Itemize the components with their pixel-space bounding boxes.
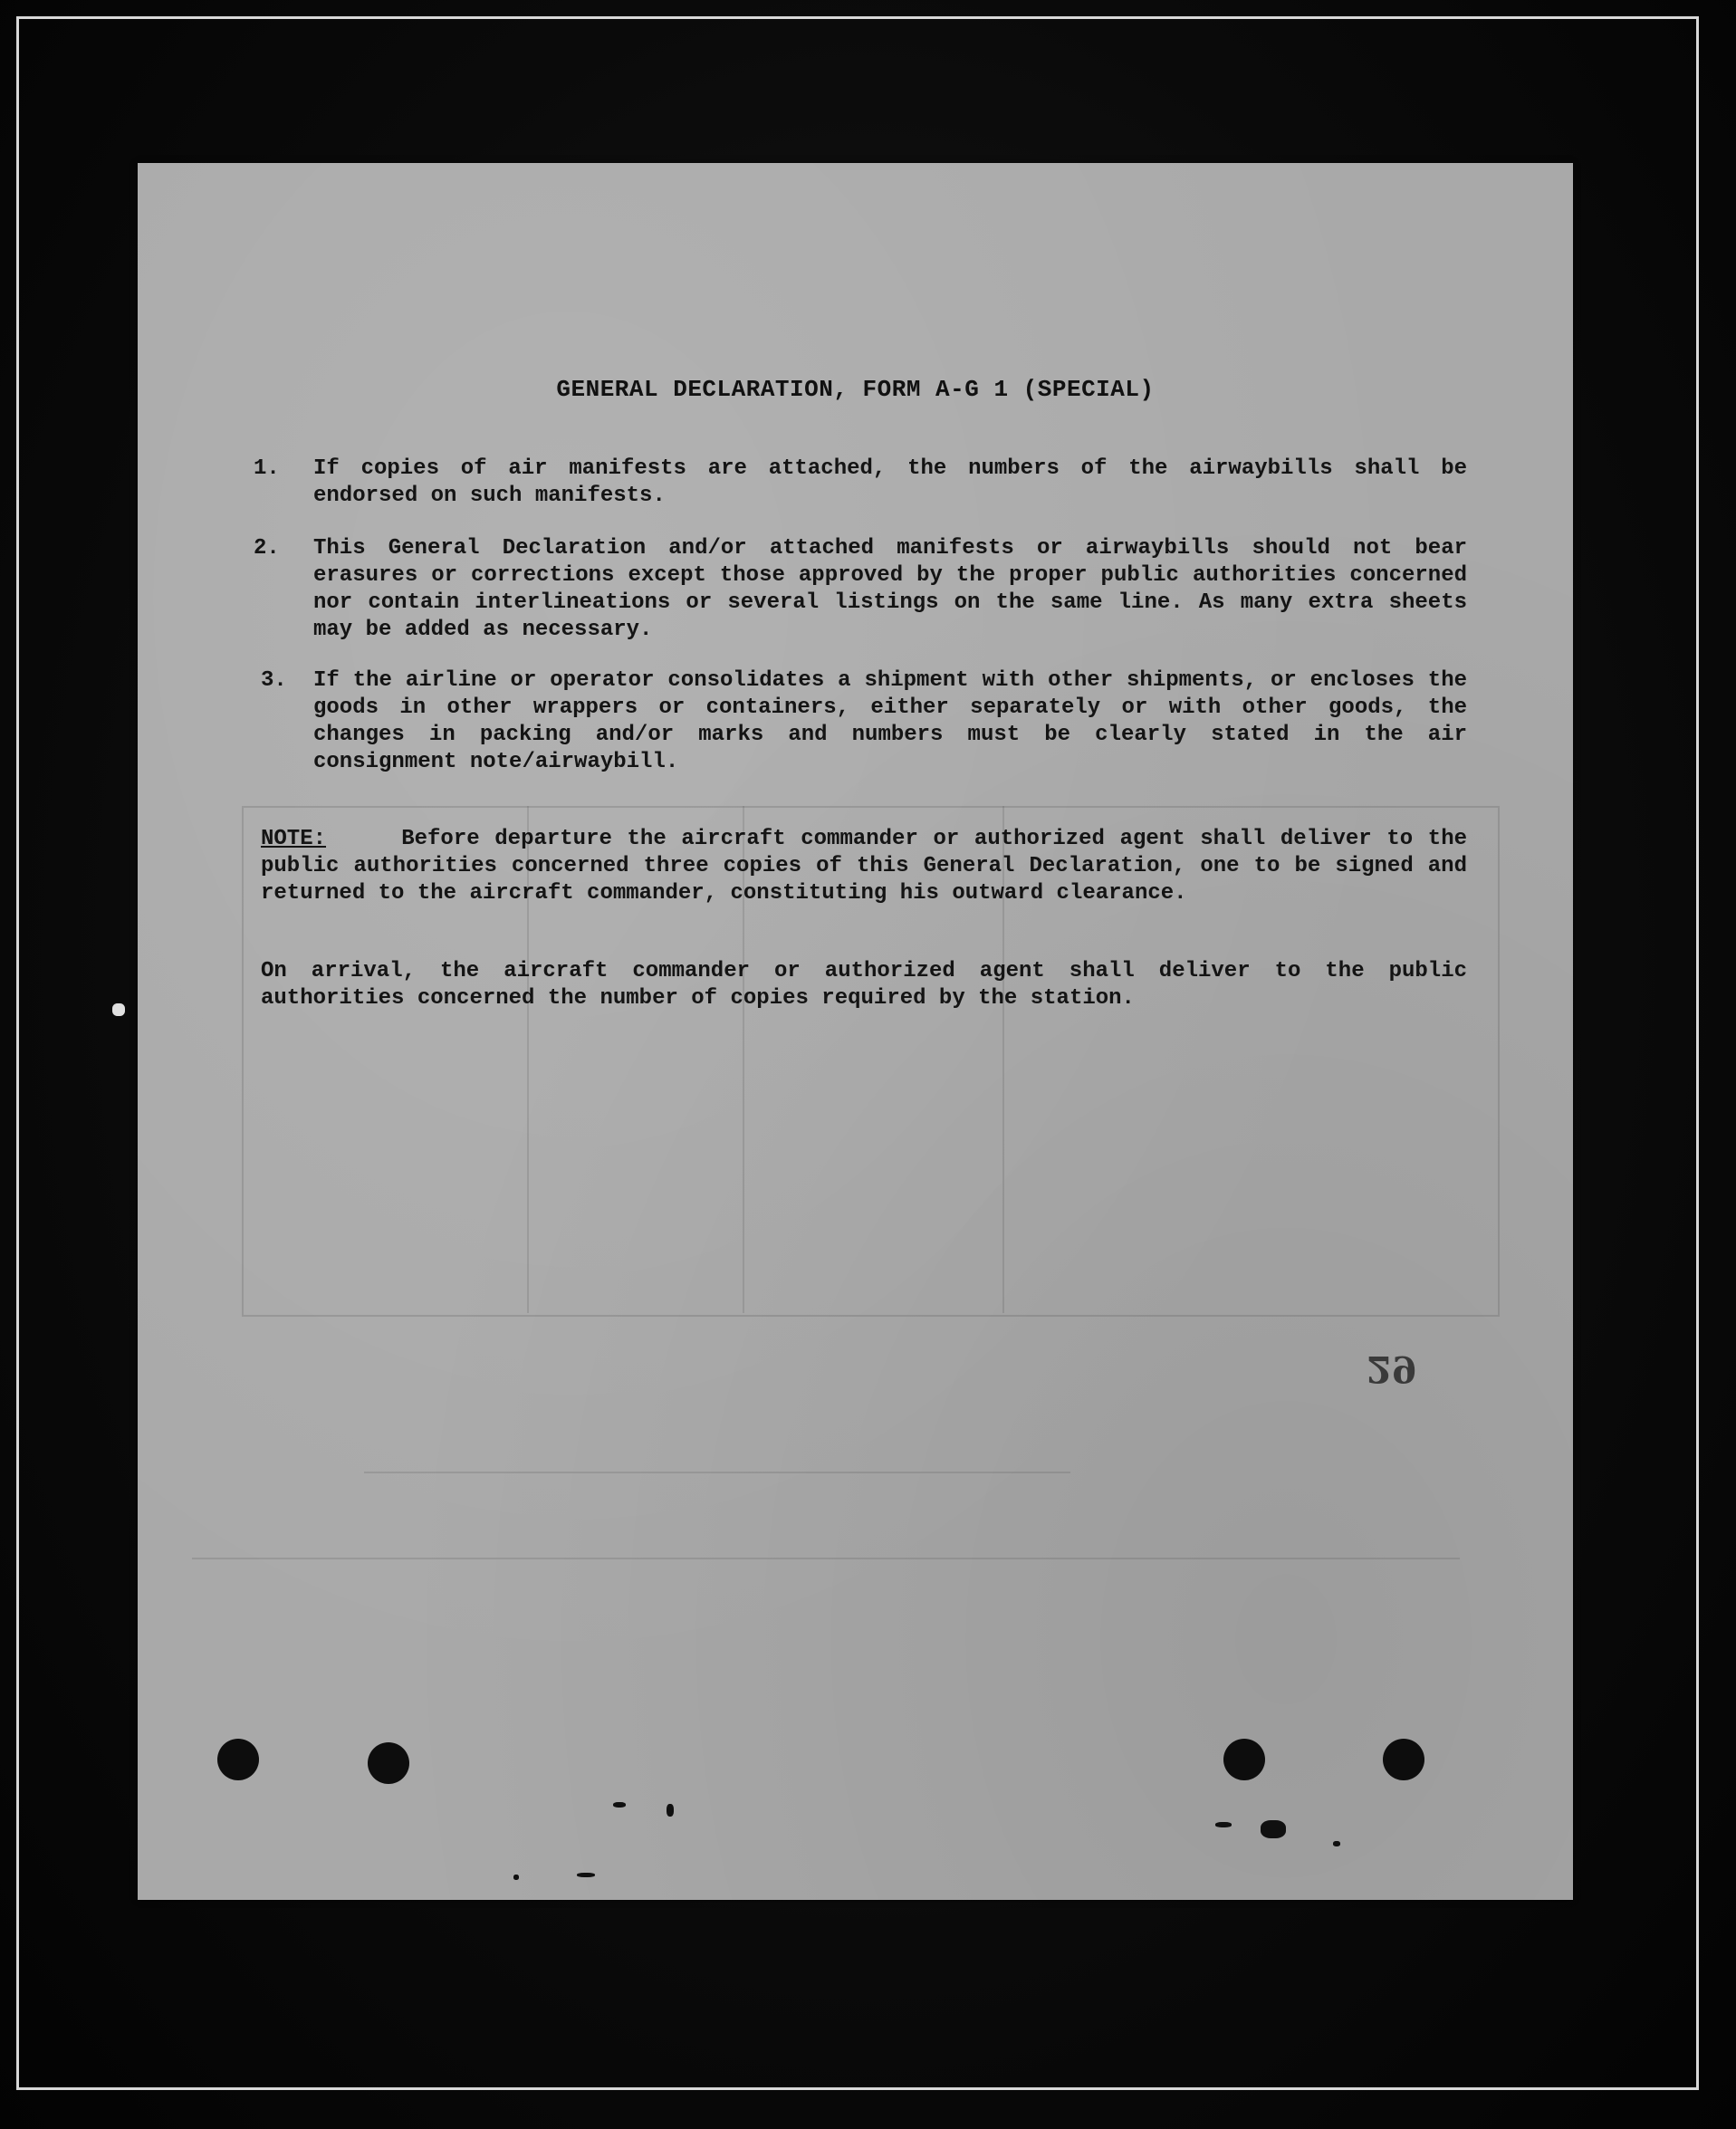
bleed-through-line	[192, 1558, 1460, 1559]
ink-speck	[1261, 1820, 1286, 1838]
note-text: Before departure the aircraft commander or authorized agent shall deliver to the public authorities concerned three copies of this General Declaration, one to be signed and returned to the aircraft commander, constituting his outward clearance.	[261, 827, 1467, 906]
ink-speck	[112, 1003, 125, 1016]
punch-hole	[1383, 1739, 1424, 1780]
note-spacer	[341, 827, 387, 851]
instruction-item-2	[254, 535, 1467, 644]
item-number: 2.	[254, 536, 280, 561]
item-number: 3.	[261, 668, 287, 693]
ink-speck	[1333, 1841, 1340, 1846]
punch-hole	[217, 1739, 259, 1780]
ink-speck	[513, 1875, 519, 1880]
ink-speck	[667, 1804, 674, 1817]
page-mark: 29	[1367, 1347, 1417, 1390]
departure-note	[261, 826, 1467, 907]
instruction-item-1	[254, 456, 1467, 510]
arrival-paragraph: On arrival, the aircraft commander or authorized agent shall deliver to the public authorities concerned the number of copies required by the station.	[261, 959, 1467, 1011]
item-text: This General Declaration and/or attached manifests or airwaybills should not bear erasures or corrections except those approved by the proper public authorities concerned nor contain interlineations or several listings on the same line. As many extra sheets may be added as necessary.	[313, 536, 1467, 642]
bleed-through-line	[364, 1472, 1070, 1473]
document-page	[138, 163, 1573, 1900]
item-text: If the airline or operator consolidates a shipment with other shipments, or encloses the goods in other wrappers or containers, either separately or with other goods, the changes in packing and/or marks and numbers must be clearly stated in the air consignment note/airwaybill.	[313, 668, 1467, 774]
punch-hole	[1223, 1739, 1265, 1780]
item-number: 1.	[254, 456, 280, 481]
item-text: If copies of air manifests are attached, the numbers of the airwaybills shall be endorsed on such manifests.	[313, 456, 1467, 508]
document-title: GENERAL DECLARATION, FORM A-G 1 (SPECIAL)	[556, 376, 1155, 403]
instruction-item-3	[254, 667, 1467, 776]
note-label: NOTE:	[261, 827, 327, 851]
ink-speck	[1215, 1822, 1232, 1827]
punch-hole	[368, 1742, 409, 1784]
ink-speck	[613, 1802, 626, 1808]
ink-speck	[577, 1873, 595, 1877]
